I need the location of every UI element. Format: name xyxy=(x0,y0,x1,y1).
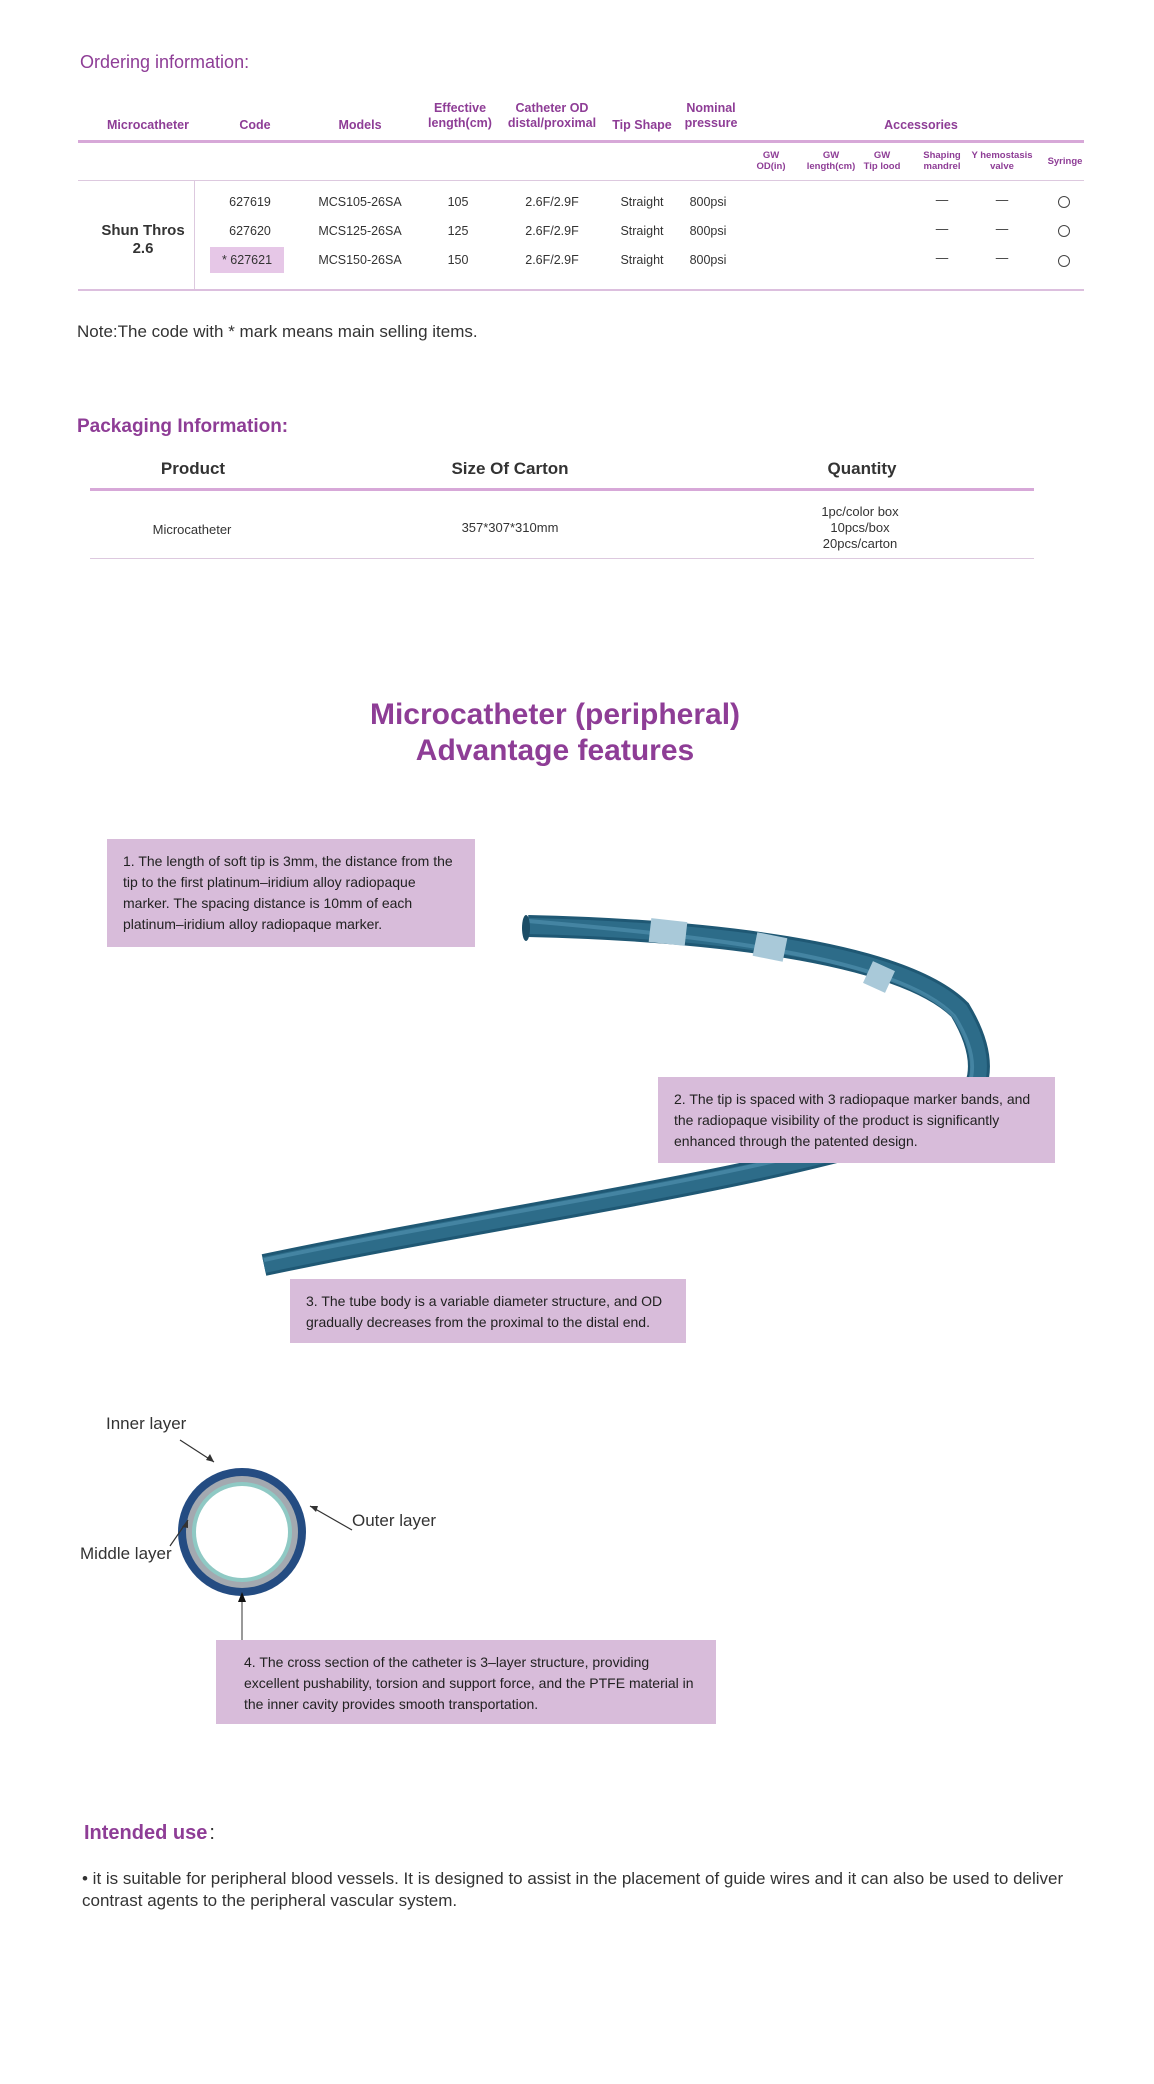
intended-use-colon: : xyxy=(209,1822,215,1844)
marker-band-3 xyxy=(868,972,890,982)
middle-layer-label: Middle layer xyxy=(80,1544,172,1563)
main-item-note: Note:The code with * mark means main selling items. xyxy=(77,322,478,341)
header-shaping-mandrel: Shaping mandrel xyxy=(923,150,961,172)
outer-layer-arrow-icon xyxy=(310,1506,318,1512)
row-valve: — xyxy=(995,222,1009,236)
intended-use-text: • it is suitable for peripheral blood vessels. It is designed to assist in the placement of guide wires and it can also be used to deliver contrast agents to the peripheral vascular system. xyxy=(82,1869,1064,1910)
packaging-product: Microcatheter xyxy=(152,522,232,537)
header-accessories: Accessories xyxy=(884,118,958,132)
row-length: 150 xyxy=(447,253,469,267)
packaging-header-product: Product xyxy=(160,459,226,478)
quantity-line: 1pc/color box xyxy=(821,504,899,519)
packaging-title: Packaging Information: xyxy=(77,416,289,437)
header-syringe: Syringe xyxy=(1047,156,1083,167)
row-pressure: 800psi xyxy=(689,195,727,209)
marker-band-1 xyxy=(650,930,686,934)
row-pressure: 800psi xyxy=(689,224,727,238)
inner-layer-label: Inner layer xyxy=(106,1414,187,1433)
row-code: 627619 xyxy=(229,195,271,209)
marker-band-2 xyxy=(755,944,785,950)
row-valve: — xyxy=(995,251,1009,265)
header-nominal-pressure: Nominal pressure xyxy=(684,101,738,130)
packaging-header-quantity: Quantity xyxy=(827,459,897,478)
row-od: 2.6F/2.9F xyxy=(525,224,579,238)
header-catheter-od: Catheter OD distal/proximal xyxy=(507,101,597,130)
feature-1-box: 1. The length of soft tip is 3mm, the distance from the tip to the first platinum–iridium alloy radiopaque marker. The spacing distance is 10mm of each platinum–iridium alloy radiopaque marker. xyxy=(107,839,475,947)
row-pressure: 800psi xyxy=(689,253,727,267)
quantity-line: 10pcs/box xyxy=(830,520,890,535)
row-length: 105 xyxy=(447,195,469,209)
row-mandrel: — xyxy=(935,222,949,236)
row-mandrel: — xyxy=(935,193,949,207)
packaging-size: 357*307*310mm xyxy=(461,520,559,535)
product-name: Shun Thros 2.6 xyxy=(101,222,185,257)
row-model: MCS150-26SA xyxy=(318,253,402,267)
ordering-title: Ordering information: xyxy=(80,52,250,72)
row-code: * 627621 xyxy=(221,253,273,267)
row-model: MCS105-26SA xyxy=(318,195,402,209)
row-code: 627620 xyxy=(229,224,271,238)
header-gw-length: GW length(cm) xyxy=(806,150,856,172)
row-od: 2.6F/2.9F xyxy=(525,253,579,267)
header-gw-tip: GW Tip lood xyxy=(863,150,901,172)
intended-use-title-text: Intended use xyxy=(84,1822,208,1844)
outer-layer-label: Outer layer xyxy=(352,1511,437,1530)
row-tip: Straight xyxy=(620,224,664,238)
header-code: Code xyxy=(239,118,271,132)
catheter-lumen xyxy=(196,1486,288,1578)
quantity-line: 20pcs/carton xyxy=(822,536,898,551)
features-title-line1: Microcatheter (peripheral) xyxy=(369,698,741,731)
feature-3-box: 3. The tube body is a variable diameter structure, and OD gradually decreases from the proximal to the distal end. xyxy=(290,1279,686,1343)
header-effective-length: Effective length(cm) xyxy=(428,101,492,130)
row-length: 125 xyxy=(447,224,469,238)
header-models: Models xyxy=(338,118,382,132)
row-mandrel: — xyxy=(935,251,949,265)
features-title-line2: Advantage features xyxy=(415,734,695,767)
header-gw-od: GW OD(in) xyxy=(756,150,786,172)
row-tip: Straight xyxy=(620,253,664,267)
row-tip: Straight xyxy=(620,195,664,209)
row-valve: — xyxy=(995,193,1009,207)
packaging-header-size: Size Of Carton xyxy=(451,459,569,478)
header-y-hemostasis-valve: Y hemostasis valve xyxy=(971,150,1033,172)
catheter-tip xyxy=(522,915,530,941)
intended-use-title xyxy=(84,1822,215,1845)
feature-2-box: 2. The tip is spaced with 3 radiopaque marker bands, and the radiopaque visibility of the product is significantly enhanced through the patented design. xyxy=(658,1077,1055,1163)
feature-4-box: 4. The cross section of the catheter is 3–layer structure, providing excellent pushability, torsion and support force, and the PTFE material in the inner cavity provides smooth transportation. xyxy=(216,1640,716,1724)
row-model: MCS125-26SA xyxy=(318,224,402,238)
row-od: 2.6F/2.9F xyxy=(525,195,579,209)
header-tip-shape: Tip Shape xyxy=(612,118,672,132)
header-microcatheter: Microcatheter xyxy=(107,118,189,132)
